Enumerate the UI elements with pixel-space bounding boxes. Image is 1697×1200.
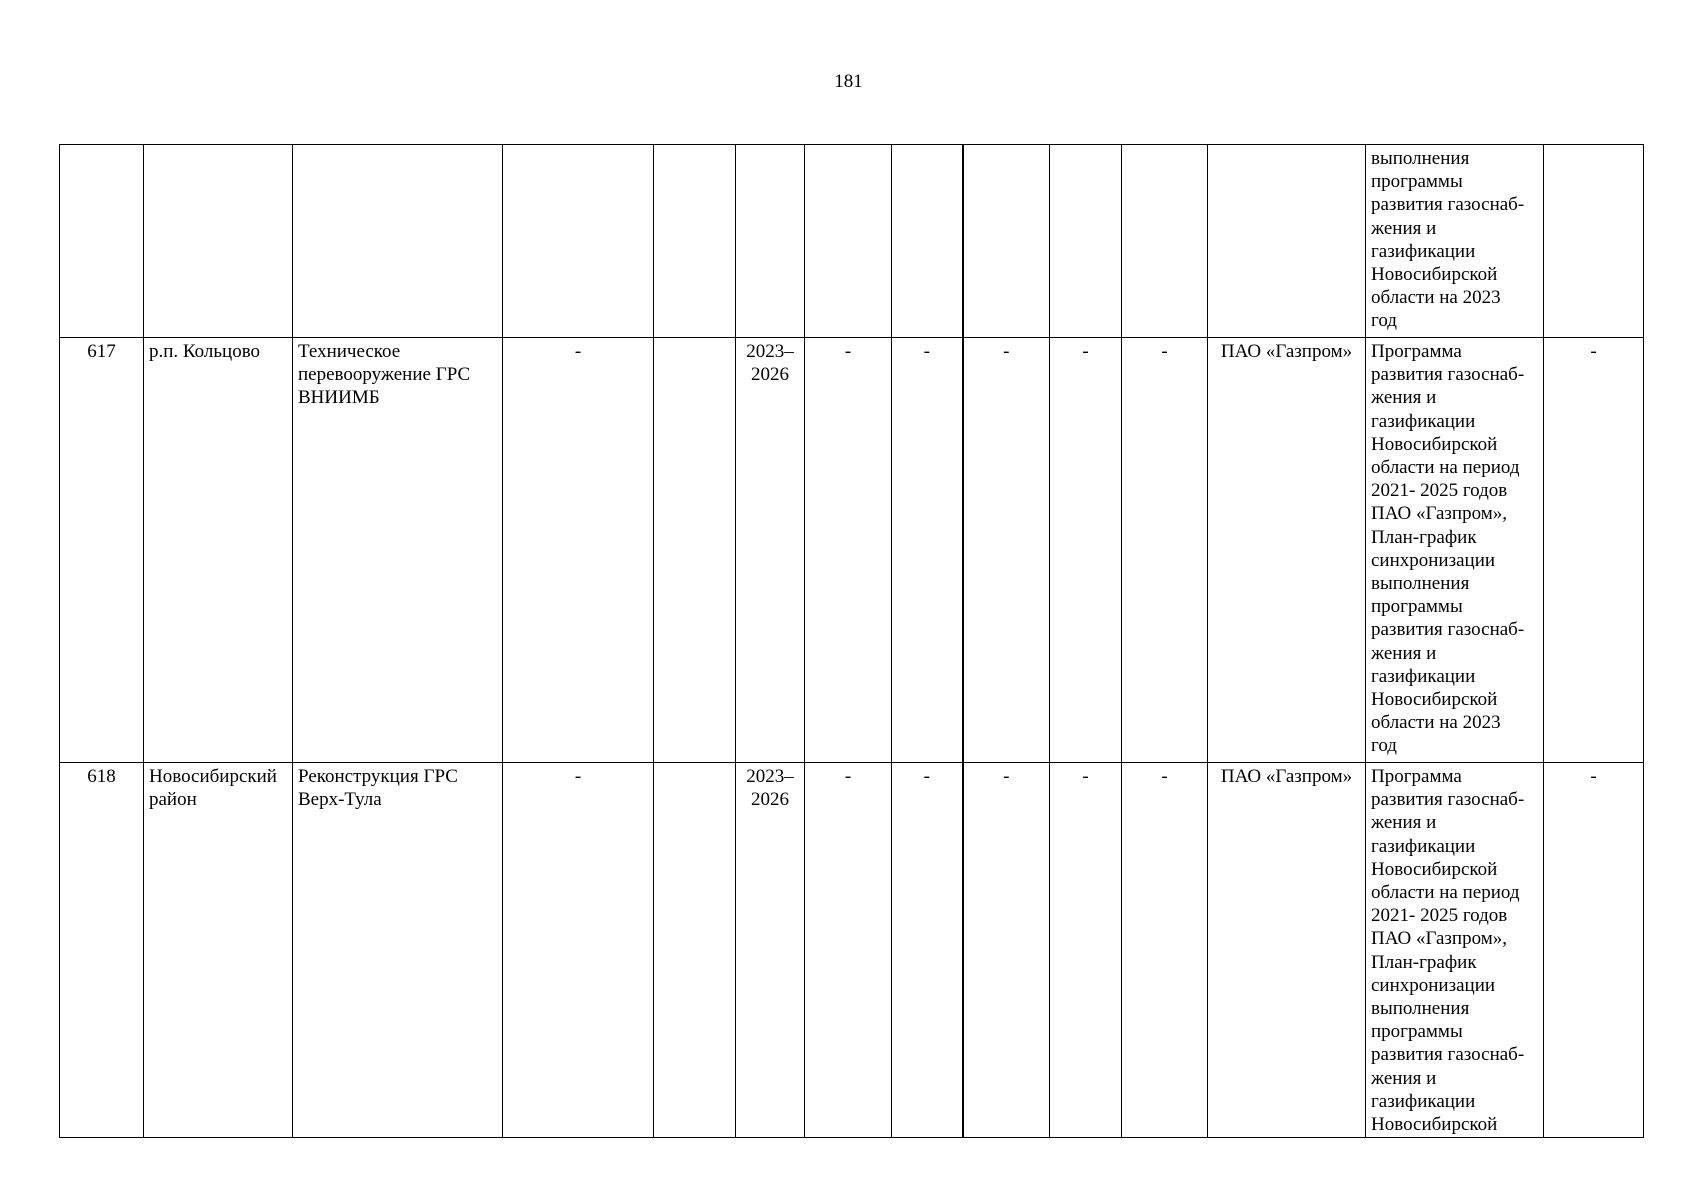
column-14-cell: -: [1544, 763, 1644, 1138]
owner-cell: ПАО «Газпром»: [1208, 338, 1366, 763]
basis-cell: выполнения программы развития газоснаб- жения и газификации Новосибирской области на 2023 год: [1366, 145, 1544, 338]
column-7-cell: -: [805, 763, 892, 1138]
basis-cell: Программа развития газоснаб- жения и газификации Новосибирской области на период 2021- 2025 годов ПАО «Газпром», План-график синхронизации выполнения программы развития газоснаб- жения и газификации Новосибирской: [1366, 763, 1544, 1138]
row-number: 618: [60, 763, 144, 1138]
table-row: [60, 145, 1644, 338]
document-table: [59, 144, 1644, 1138]
column-5-cell: [654, 145, 736, 338]
column-11-cell: [1122, 145, 1208, 338]
period-cell: 2023– 2026: [736, 338, 805, 763]
location-cell: р.п. Кольцово: [144, 338, 293, 763]
column-8-cell: -: [892, 338, 963, 763]
location-cell: [144, 145, 293, 338]
table-row: [60, 763, 1644, 1138]
row-number: 617: [60, 338, 144, 763]
column-8-cell: -: [892, 763, 963, 1138]
column-5-cell: [654, 763, 736, 1138]
owner-cell: ПАО «Газпром»: [1208, 763, 1366, 1138]
column-7-cell: [805, 145, 892, 338]
column-11-cell: -: [1122, 338, 1208, 763]
column-7-cell: -: [805, 338, 892, 763]
page-number: 181: [834, 71, 863, 92]
object-cell: [293, 145, 503, 338]
owner-cell: [1208, 145, 1366, 338]
column-4-cell: [503, 145, 654, 338]
column-9-cell: [963, 145, 1050, 338]
column-5-cell: [654, 338, 736, 763]
column-4-cell: -: [503, 763, 654, 1138]
column-10-cell: -: [1050, 763, 1122, 1138]
basis-cell: Программа развития газоснаб- жения и газификации Новосибирской области на период 2021- 2025 годов ПАО «Газпром», План-график синхронизации выполнения программы развития газоснаб- жения и газификации Новосибирской области на 2023 год: [1366, 338, 1544, 763]
row-number: [60, 145, 144, 338]
column-14-cell: [1544, 145, 1644, 338]
column-10-cell: [1050, 145, 1122, 338]
period-cell: 2023– 2026: [736, 763, 805, 1138]
object-cell: Техническое перевооружение ГРС ВНИИМБ: [293, 338, 503, 763]
period-cell: [736, 145, 805, 338]
location-cell: Новосибирский район: [144, 763, 293, 1138]
object-cell: Реконструкция ГРС Верх-Тула: [293, 763, 503, 1138]
table-row: [60, 338, 1644, 763]
column-11-cell: -: [1122, 763, 1208, 1138]
column-10-cell: -: [1050, 338, 1122, 763]
column-8-cell: [892, 145, 963, 338]
column-9-cell: -: [963, 763, 1050, 1138]
column-9-cell: -: [963, 338, 1050, 763]
column-14-cell: -: [1544, 338, 1644, 763]
column-4-cell: -: [503, 338, 654, 763]
